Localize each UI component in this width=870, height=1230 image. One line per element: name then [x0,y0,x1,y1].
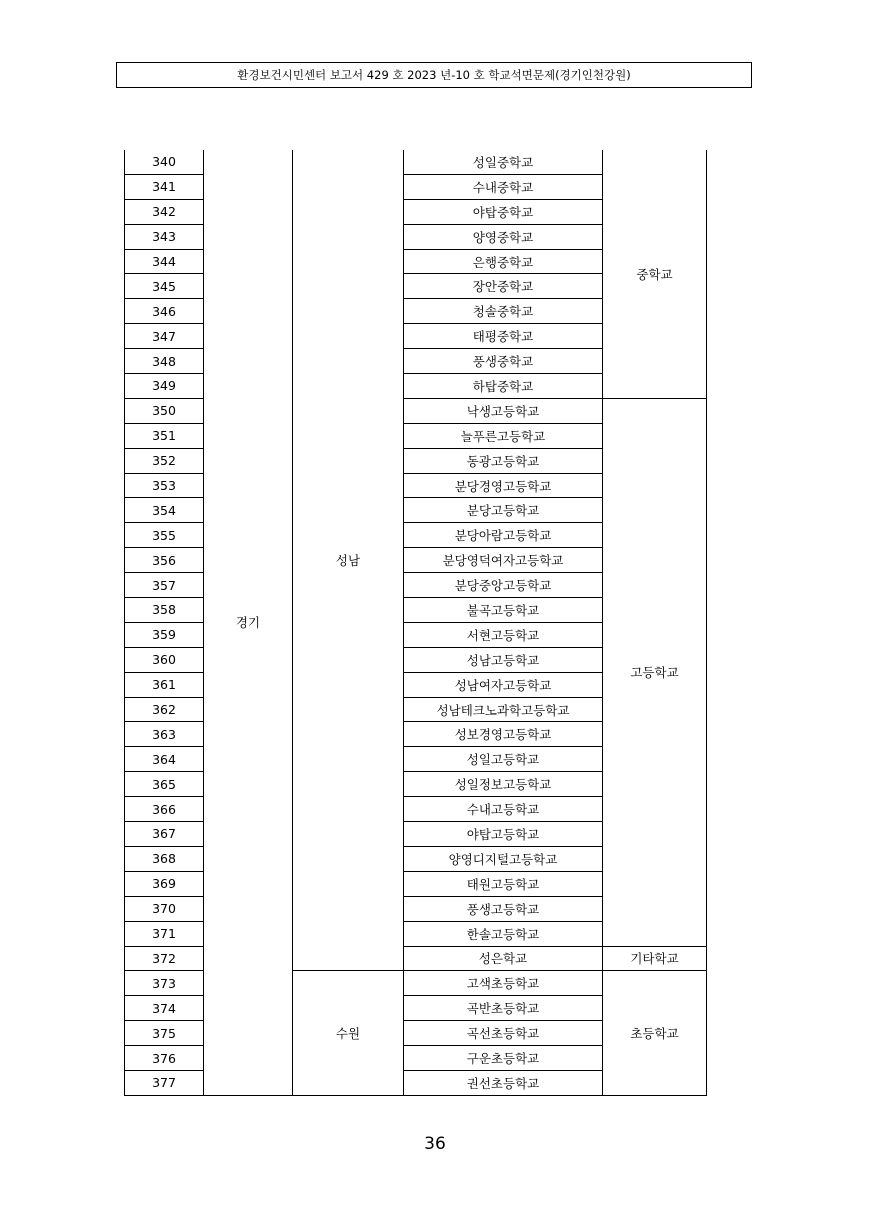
row-number-cell: 375 [125,1021,204,1046]
row-number-cell: 360 [125,647,204,672]
school-name-cell: 양영디지털고등학교 [404,846,603,871]
school-name-cell: 성일정보고등학교 [404,772,603,797]
report-header [116,62,752,88]
row-number-cell: 357 [125,573,204,598]
row-number-cell: 374 [125,996,204,1021]
row-number-cell: 345 [125,274,204,299]
school-name-cell: 수내고등학교 [404,797,603,822]
school-name-cell: 늘푸른고등학교 [404,423,603,448]
row-number-cell: 346 [125,299,204,324]
school-name-cell: 분당아람고등학교 [404,523,603,548]
school-type-cell: 중학교 [603,150,707,398]
school-name-cell: 성은학교 [404,946,603,971]
row-number-cell: 361 [125,672,204,697]
row-number-cell: 355 [125,523,204,548]
row-number-cell: 370 [125,896,204,921]
school-type-cell: 초등학교 [603,971,707,1095]
row-number-cell: 371 [125,921,204,946]
region-cell: 경기 [204,150,293,1095]
school-name-cell: 불곡고등학교 [404,598,603,623]
school-name-cell: 분당중앙고등학교 [404,573,603,598]
school-name-cell: 성보경영고등학교 [404,722,603,747]
row-number-cell: 362 [125,697,204,722]
school-name-cell: 성일중학교 [404,150,603,174]
school-name-cell: 곡반초등학교 [404,996,603,1021]
row-number-cell: 342 [125,199,204,224]
school-name-cell: 한솔고등학교 [404,921,603,946]
row-number-cell: 364 [125,747,204,772]
row-number-cell: 353 [125,473,204,498]
report-header-title: 환경보건시민센터 보고서 429 호 2023 년-10 호 학교석면문제(경기인천강원) [237,68,631,82]
row-number-cell: 352 [125,448,204,473]
table-row [125,150,707,174]
row-number-cell: 347 [125,324,204,349]
city-cell: 성남 [293,150,404,971]
row-number-cell: 356 [125,548,204,573]
row-number-cell: 363 [125,722,204,747]
school-name-cell: 장안중학교 [404,274,603,299]
row-number-cell: 349 [125,374,204,399]
school-name-cell: 권선초등학교 [404,1070,603,1095]
row-number-cell: 372 [125,946,204,971]
row-number-cell: 343 [125,224,204,249]
school-type-cell: 기타학교 [603,946,707,971]
row-number-cell: 377 [125,1070,204,1095]
row-number-cell: 348 [125,349,204,374]
school-name-cell: 양영중학교 [404,224,603,249]
school-name-cell: 서현고등학교 [404,622,603,647]
school-name-cell: 분당고등학교 [404,498,603,523]
row-number-cell: 376 [125,1046,204,1071]
school-name-cell: 태원고등학교 [404,871,603,896]
row-number-cell: 373 [125,971,204,996]
school-name-cell: 성일고등학교 [404,747,603,772]
school-name-cell: 곡선초등학교 [404,1021,603,1046]
row-number-cell: 341 [125,174,204,199]
school-name-cell: 고색초등학교 [404,971,603,996]
row-number-cell: 367 [125,822,204,847]
page-number: 36 [424,1134,446,1154]
row-number-cell: 359 [125,622,204,647]
row-number-cell: 354 [125,498,204,523]
school-name-cell: 성남테크노과학고등학교 [404,697,603,722]
city-cell: 수원 [293,971,404,1095]
school-table-body [125,150,707,1095]
school-type-cell: 고등학교 [603,398,707,946]
school-name-cell: 낙생고등학교 [404,398,603,423]
school-name-cell: 분당영덕여자고등학교 [404,548,603,573]
row-number-cell: 350 [125,398,204,423]
school-name-cell: 야탑고등학교 [404,822,603,847]
row-number-cell: 369 [125,871,204,896]
school-name-cell: 성남고등학교 [404,647,603,672]
school-name-cell: 구운초등학교 [404,1046,603,1071]
school-name-cell: 수내중학교 [404,174,603,199]
school-name-cell: 풍생고등학교 [404,896,603,921]
row-number-cell: 344 [125,249,204,274]
school-name-cell: 풍생중학교 [404,349,603,374]
school-table [124,150,707,1096]
row-number-cell: 366 [125,797,204,822]
row-number-cell: 368 [125,846,204,871]
row-number-cell: 358 [125,598,204,623]
school-name-cell: 성남여자고등학교 [404,672,603,697]
school-name-cell: 태평중학교 [404,324,603,349]
school-name-cell: 하탑중학교 [404,374,603,399]
row-number-cell: 365 [125,772,204,797]
row-number-cell: 351 [125,423,204,448]
school-name-cell: 은행중학교 [404,249,603,274]
school-name-cell: 분당경영고등학교 [404,473,603,498]
school-name-cell: 청솔중학교 [404,299,603,324]
row-number-cell: 340 [125,150,204,174]
school-name-cell: 야탑중학교 [404,199,603,224]
school-name-cell: 동광고등학교 [404,448,603,473]
